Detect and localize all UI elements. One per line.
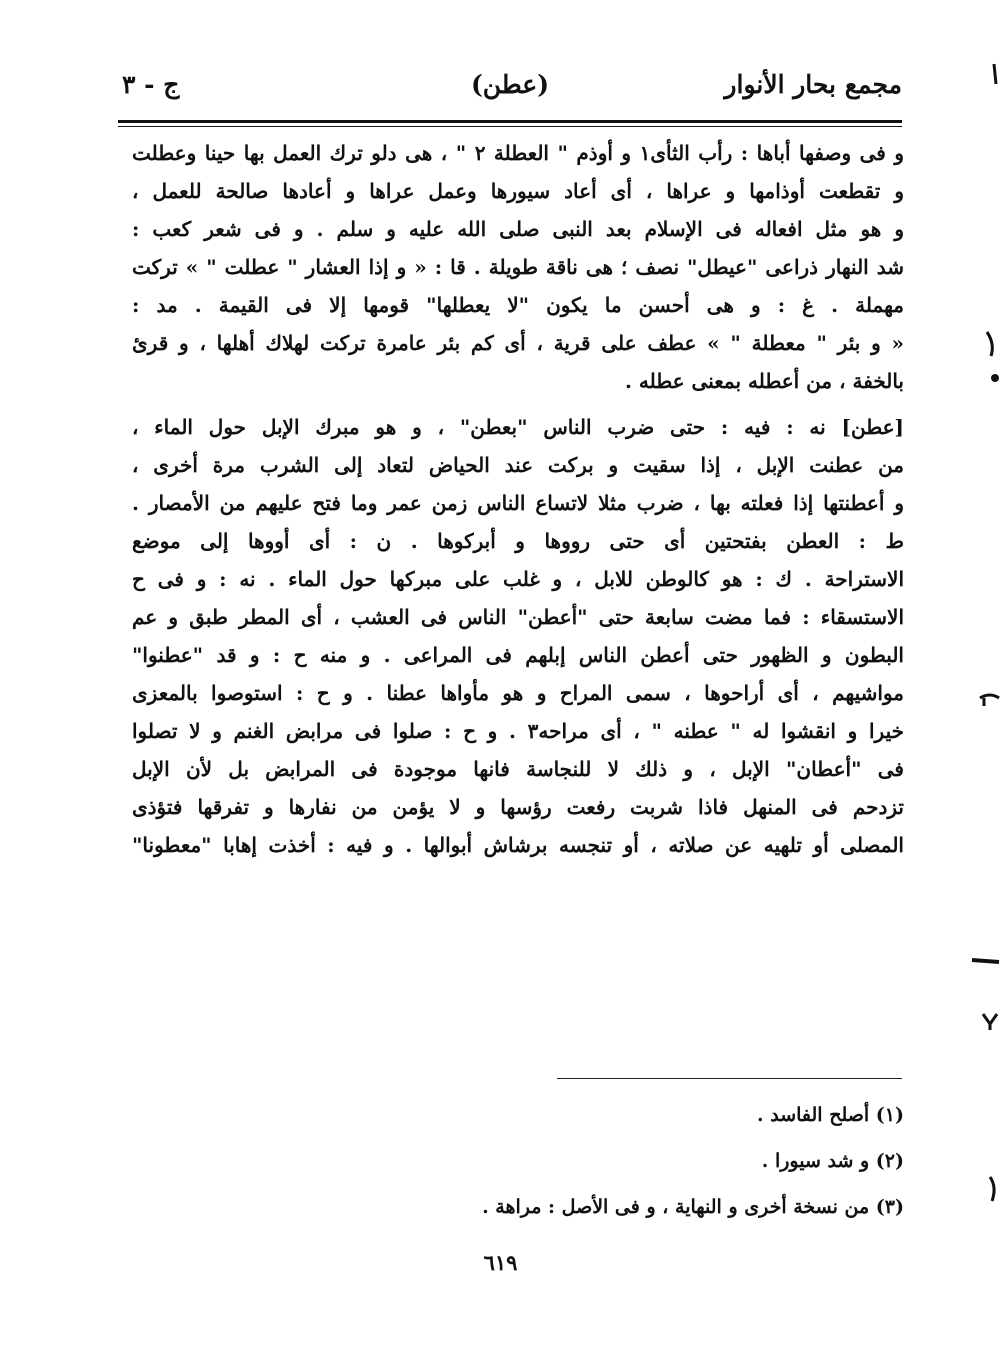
text-line: شد النهار ذراعى "عيطل" نصف ؛ هى ناقة طويلة . قا : « و إذا العشار " عطلت " » تركت (132, 255, 904, 279)
margin-mark-icon (978, 690, 1001, 710)
text-line: المصلى أو تلهيه عن صلاته ، أو تنجسه برشاش أبوالها . و فيه : أخذت إهابا "معطونا" (132, 833, 904, 857)
text-line: و أعطنتها إذا فعلته بها ، ضرب مثلا لاتساع الناس زمن عمر وما فتح عليهم من الأمصار . (132, 491, 904, 515)
text-line: فى "أعطان" الإبل ، و ذلك لا للنجاسة فانها موجودة فى المرابض بل لأن الإبل (132, 757, 904, 781)
text-line: الاستراحة . ك : هو كالوطن للابل ، و غلب على مبركها حول الماء . نه : و فى ح (132, 567, 904, 591)
footnote-item: (٢) و شد سيورا . (761, 1150, 904, 1172)
main-text (132, 134, 904, 864)
text-line: تزدحم فى المنهل فاذا شربت رفعت رؤسها و لا يؤمن من نفارها و تفرقها فتؤذى (132, 795, 904, 819)
margin-mark-icon (990, 60, 1001, 90)
text-line: و هو مثل افعاله فى الإسلام بعد النبى صلى الله عليه و سلم . و فى شعر كعب : (132, 217, 904, 241)
footnote-item: (١) أصلح الفاسد . (757, 1104, 904, 1126)
text-line: « و بئر " معطلة " » عطف على قرية ، أى كم بئر عامرة تركت لهلاك أهلها ، و قرئ (132, 331, 904, 355)
text-line-entry-start: [عطن] نه : فيه : حتى ضرب الناس "بعطن" ، و هو مبرك الإبل حول الماء ، (132, 415, 904, 439)
margin-mark-icon (980, 1010, 1001, 1034)
volume-label: ج - ٣ (122, 70, 180, 99)
footnotes (300, 1092, 904, 1230)
header-rule-thick (118, 120, 902, 123)
book-title: مجمع بحار الأنوار (724, 70, 902, 99)
header-rule-thin (118, 126, 902, 127)
text-line: و فى وصفها أباها : رأب الثأى١ و أوذم " العطلة ٢ " ، هى دلو ترك العمل بها حينا وعطلت (132, 141, 904, 165)
text-line: بالخفة ، من أعطله بمعنى عطله . (624, 369, 904, 393)
text-line: ط : العطن بفتحتين أى حتى رووها و أبركوها . ن : أى أووها إلى موضع (132, 529, 904, 553)
footnote-item: (٣) من نسخة أخرى و النهاية ، و فى الأصل : مراهة . (482, 1196, 904, 1218)
text-line: البطون و الظهور حتى أعطن الناس إبلهم فى المراعى . و منه ح : و قد "عطنوا" (132, 643, 904, 667)
margin-mark-icon (988, 1175, 1001, 1205)
margin-mark-icon (985, 330, 1001, 390)
text-line: من عطنت الإبل ، إذا سقيت و بركت عند الحياض لتعاد إلى الشرب مرة أخرى ، (132, 453, 904, 477)
running-header (118, 66, 902, 110)
footnote-divider (557, 1078, 902, 1079)
text-line: مواشيهم ، أى أراحوها ، سمى المراح و هو مأواها عطنا . و ح : استوصوا بالمعزى (132, 681, 904, 705)
margin-mark-icon (970, 950, 1001, 970)
entry-word: (عطن) (470, 70, 550, 99)
text-line: خيرا و انقشوا له " عطنه " ، أى مراحه٣ . و ح : صلوا فى مرابض الغنم و لا تصلوا (132, 719, 904, 743)
page-number: ٦١٩ (483, 1250, 518, 1275)
text-line: و تقطعت أوذامها و عراها ، أى أعاد سيورها وعمل عراها و أعادها صالحة للعمل ، (132, 179, 904, 203)
text-line: مهملة . غ : و هى أحسن ما يكون "لا يعطلها" قومها إلا فى القيمة . مد : (132, 293, 904, 317)
text-line: الاستسقاء : فما مضت سابعة حتى "أعطن" الناس فى العشب ، أى المطر طبق و عم (132, 605, 904, 629)
